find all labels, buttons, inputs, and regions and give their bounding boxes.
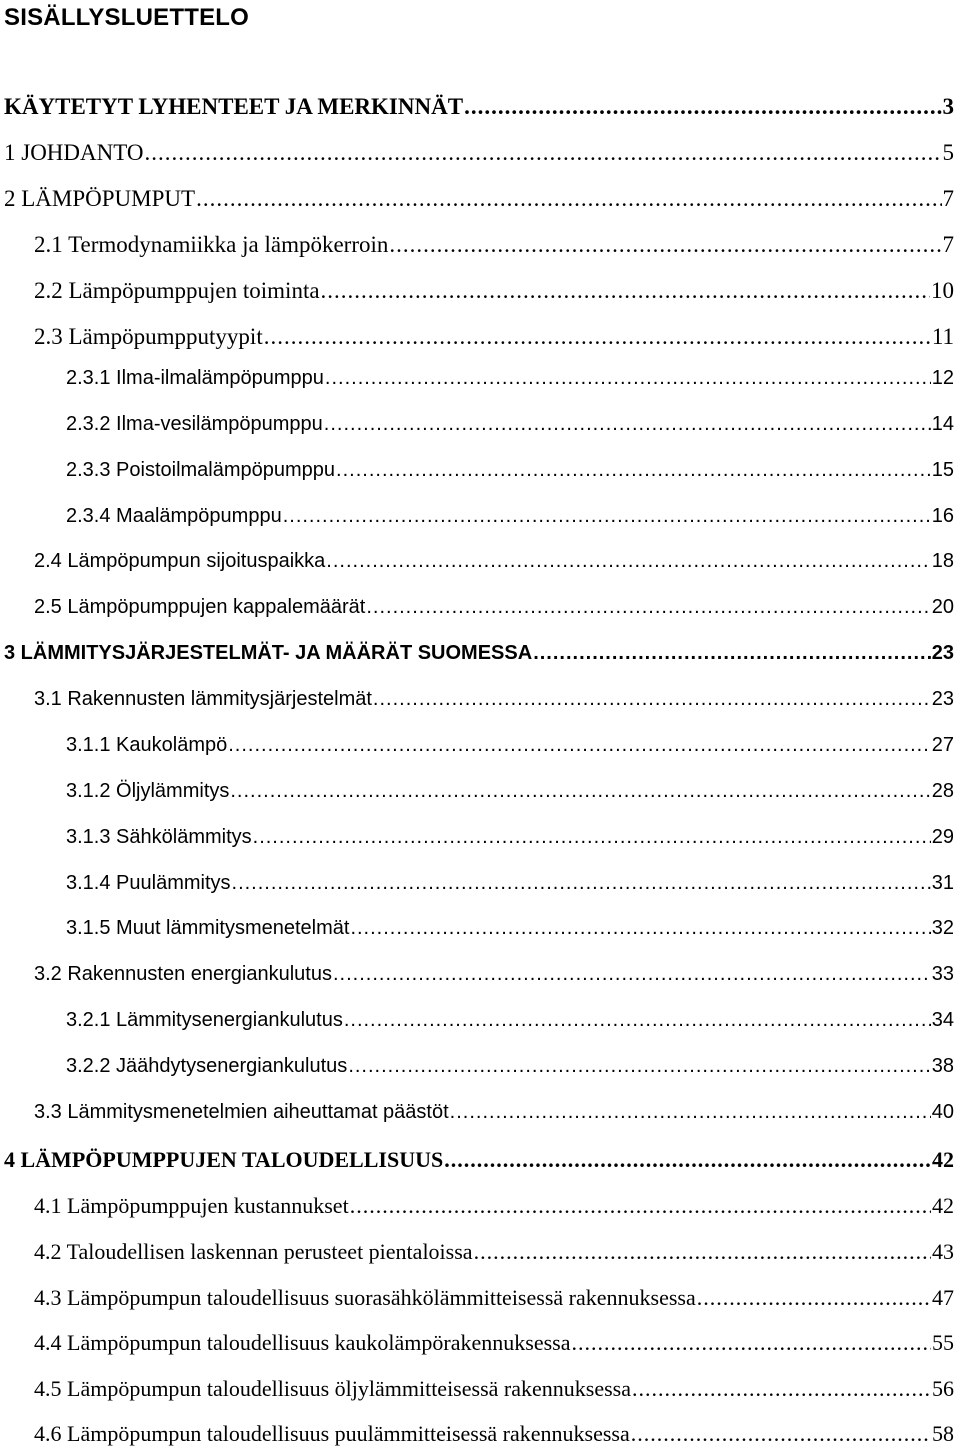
toc-entry-title: 3 LÄMMITYSJÄRJESTELMÄT- JA MÄÄRÄT SUOMESSA xyxy=(4,642,533,664)
toc-entry-title: 2.3.1 Ilma-ilmalämpöpumppu xyxy=(66,367,324,389)
toc-entry-page-number: 20 xyxy=(931,596,954,618)
toc-entry xyxy=(34,1239,954,1273)
toc-leader-dots xyxy=(632,1376,931,1402)
toc-leader-dots xyxy=(325,367,931,390)
toc-entry xyxy=(66,917,954,951)
toc-entry xyxy=(66,1055,954,1089)
toc-leader-dots xyxy=(196,186,941,212)
toc-entry-title: 2.1 Termodynamiikka ja lämpökerroin xyxy=(34,232,389,257)
toc-entry xyxy=(34,1330,954,1364)
toc-entry-title: 3.2.2 Jäähdytysenergiankulutus xyxy=(66,1055,348,1077)
toc-entry-page-number: 12 xyxy=(931,367,954,389)
toc-leader-dots xyxy=(326,550,930,573)
toc-leader-dots xyxy=(145,140,942,166)
toc-entry xyxy=(34,688,954,722)
toc-entry-title: 2.3.2 Ilma-vesilämpöpumppu xyxy=(66,413,323,435)
toc-leader-dots xyxy=(350,1193,931,1219)
toc-leader-dots xyxy=(321,278,930,304)
toc-leader-dots xyxy=(450,1101,931,1124)
toc-entry-page-number: 28 xyxy=(931,780,954,802)
toc-leader-dots xyxy=(253,826,931,849)
toc-leader-dots xyxy=(283,505,931,528)
toc-entry xyxy=(34,232,954,266)
toc-entry xyxy=(4,1147,954,1181)
toc-entry-page-number: 14 xyxy=(931,413,954,435)
toc-leader-dots xyxy=(344,1009,931,1032)
toc-entry-page-number: 15 xyxy=(931,459,954,481)
toc-entry-page-number: 18 xyxy=(931,550,954,572)
toc-entry-page-number: 16 xyxy=(931,505,954,527)
toc-entry xyxy=(34,1193,954,1227)
toc-leader-dots xyxy=(264,324,931,350)
toc-entry-title: 4.2 Taloudellisen laskennan perusteet pientaloissa xyxy=(34,1239,473,1264)
toc-entry xyxy=(34,1421,954,1455)
toc-entry-page-number: 3 xyxy=(942,94,954,119)
toc-entry-page-number: 10 xyxy=(931,278,954,303)
toc-entry-title: 3.3 Lämmitysmenetelmien aiheuttamat päästöt xyxy=(34,1101,449,1123)
toc-entry-page-number: 23 xyxy=(931,642,954,664)
toc-leader-dots xyxy=(464,94,941,120)
toc-leader-dots xyxy=(350,917,930,940)
toc-leader-dots xyxy=(571,1330,931,1356)
toc-entry-page-number: 7 xyxy=(942,186,954,211)
toc-heading: SISÄLLYSLUETTELO xyxy=(4,4,250,31)
toc-entry-page-number: 23 xyxy=(931,688,954,710)
toc-entry-title: 3.1.5 Muut lämmitysmenetelmät xyxy=(66,917,350,939)
toc-entry xyxy=(66,734,954,768)
toc-leader-dots xyxy=(631,1421,931,1447)
toc-entry-page-number: 40 xyxy=(931,1101,954,1123)
toc-entry-page-number: 38 xyxy=(931,1055,954,1077)
toc-leader-dots xyxy=(324,413,931,436)
toc-entry-title: 1 JOHDANTO xyxy=(4,140,144,165)
toc-entry-title: 3.2 Rakennusten energiankulutus xyxy=(34,963,332,985)
toc-entry xyxy=(66,826,954,860)
toc-entry-page-number: 32 xyxy=(931,917,954,939)
toc-entry-page-number: 42 xyxy=(932,1147,954,1172)
toc-entry-title: 2.3 Lämpöpumpputyypit xyxy=(34,324,263,349)
toc-entry-page-number: 56 xyxy=(932,1376,954,1401)
toc-entry-page-number: 33 xyxy=(931,963,954,985)
toc-leader-dots xyxy=(389,232,941,258)
toc-entry-title: 4.6 Lämpöpumpun taloudellisuus puulämmitteisessä rakennuksessa xyxy=(34,1421,630,1446)
toc-entry xyxy=(4,186,954,220)
toc-entry-title: 2.2 Lämpöpumppujen toiminta xyxy=(34,278,320,303)
toc-leader-dots xyxy=(232,872,931,895)
toc-entry xyxy=(66,872,954,906)
toc-leader-dots xyxy=(230,780,930,803)
toc-entry-title: 3.1 Rakennusten lämmitysjärjestelmät xyxy=(34,688,372,710)
toc-entry xyxy=(66,413,954,447)
toc-leader-dots xyxy=(336,459,931,482)
toc-entry-page-number: 11 xyxy=(931,324,954,349)
toc-entry-title: 2.4 Lämpöpumpun sijoituspaikka xyxy=(34,550,326,572)
toc-entry xyxy=(34,278,954,312)
toc-leader-dots xyxy=(228,734,931,757)
toc-entry-title: 4.5 Lämpöpumpun taloudellisuus öljylämmitteisessä rakennuksessa xyxy=(34,1376,631,1401)
toc-entry xyxy=(4,642,954,676)
toc-entry xyxy=(34,1376,954,1410)
toc-leader-dots xyxy=(533,642,931,665)
toc-entry-title: 2.3.4 Maalämpöpumppu xyxy=(66,505,282,527)
toc-entry-page-number: 5 xyxy=(942,140,954,165)
toc-entry xyxy=(4,140,954,174)
toc-entry-page-number: 34 xyxy=(931,1009,954,1031)
toc-entry xyxy=(66,367,954,401)
toc-entry xyxy=(34,963,954,997)
toc-entry-page-number: 58 xyxy=(932,1421,954,1446)
toc-entry-title: 2.3.3 Poistoilmalämpöpumppu xyxy=(66,459,336,481)
toc-entry xyxy=(66,780,954,814)
toc-entry-page-number: 55 xyxy=(932,1330,954,1355)
toc-entry xyxy=(34,1101,954,1135)
toc-leader-dots xyxy=(373,688,931,711)
toc-entry xyxy=(34,550,954,584)
toc-entry-title: 4.4 Lämpöpumpun taloudellisuus kaukolämpörakennuksessa xyxy=(34,1330,571,1355)
toc-entry-title: 4.1 Lämpöpumppujen kustannukset xyxy=(34,1193,349,1218)
toc-leader-dots xyxy=(366,596,930,619)
toc-entry-title: 4 LÄMPÖPUMPPUJEN TALOUDELLISUUS xyxy=(4,1147,444,1172)
toc-entry-title: 3.1.3 Sähkölämmitys xyxy=(66,826,252,848)
toc-entry-page-number: 42 xyxy=(932,1193,954,1218)
toc-entry-title: 3.2.1 Lämmitysenergiankulutus xyxy=(66,1009,343,1031)
toc-entry xyxy=(34,596,954,630)
toc-leader-dots xyxy=(444,1147,931,1173)
toc-entry xyxy=(4,94,954,128)
toc-leader-dots xyxy=(474,1239,931,1265)
toc-entry xyxy=(34,1285,954,1319)
toc-entry-title: KÄYTETYT LYHENTEET JA MERKINNÄT xyxy=(4,94,464,119)
toc-entry-title: 4.3 Lämpöpumpun taloudellisuus suorasähkölämmitteisessä rakennuksessa xyxy=(34,1285,696,1310)
toc-entry xyxy=(66,459,954,493)
toc-entry-page-number: 29 xyxy=(931,826,954,848)
toc-entry-title: 2 LÄMPÖPUMPUT xyxy=(4,186,196,211)
toc-leader-dots xyxy=(333,963,931,986)
toc-leader-dots xyxy=(348,1055,930,1078)
toc-entry-title: 2.5 Lämpöpumppujen kappalemäärät xyxy=(34,596,366,618)
toc-entry xyxy=(66,1009,954,1043)
toc-entry-page-number: 31 xyxy=(931,872,954,894)
toc-entry xyxy=(66,505,954,539)
toc-leader-dots xyxy=(697,1285,931,1311)
toc-entry-page-number: 47 xyxy=(932,1285,954,1310)
toc-entry-title: 3.1.4 Puulämmitys xyxy=(66,872,231,894)
toc-entry-page-number: 43 xyxy=(932,1239,954,1264)
toc-entry xyxy=(34,324,954,358)
toc-entry-title: 3.1.2 Öljylämmitys xyxy=(66,780,230,802)
toc-entry-page-number: 7 xyxy=(942,232,954,257)
toc-entry-title: 3.1.1 Kaukolämpö xyxy=(66,734,228,756)
toc-entry-page-number: 27 xyxy=(931,734,954,756)
